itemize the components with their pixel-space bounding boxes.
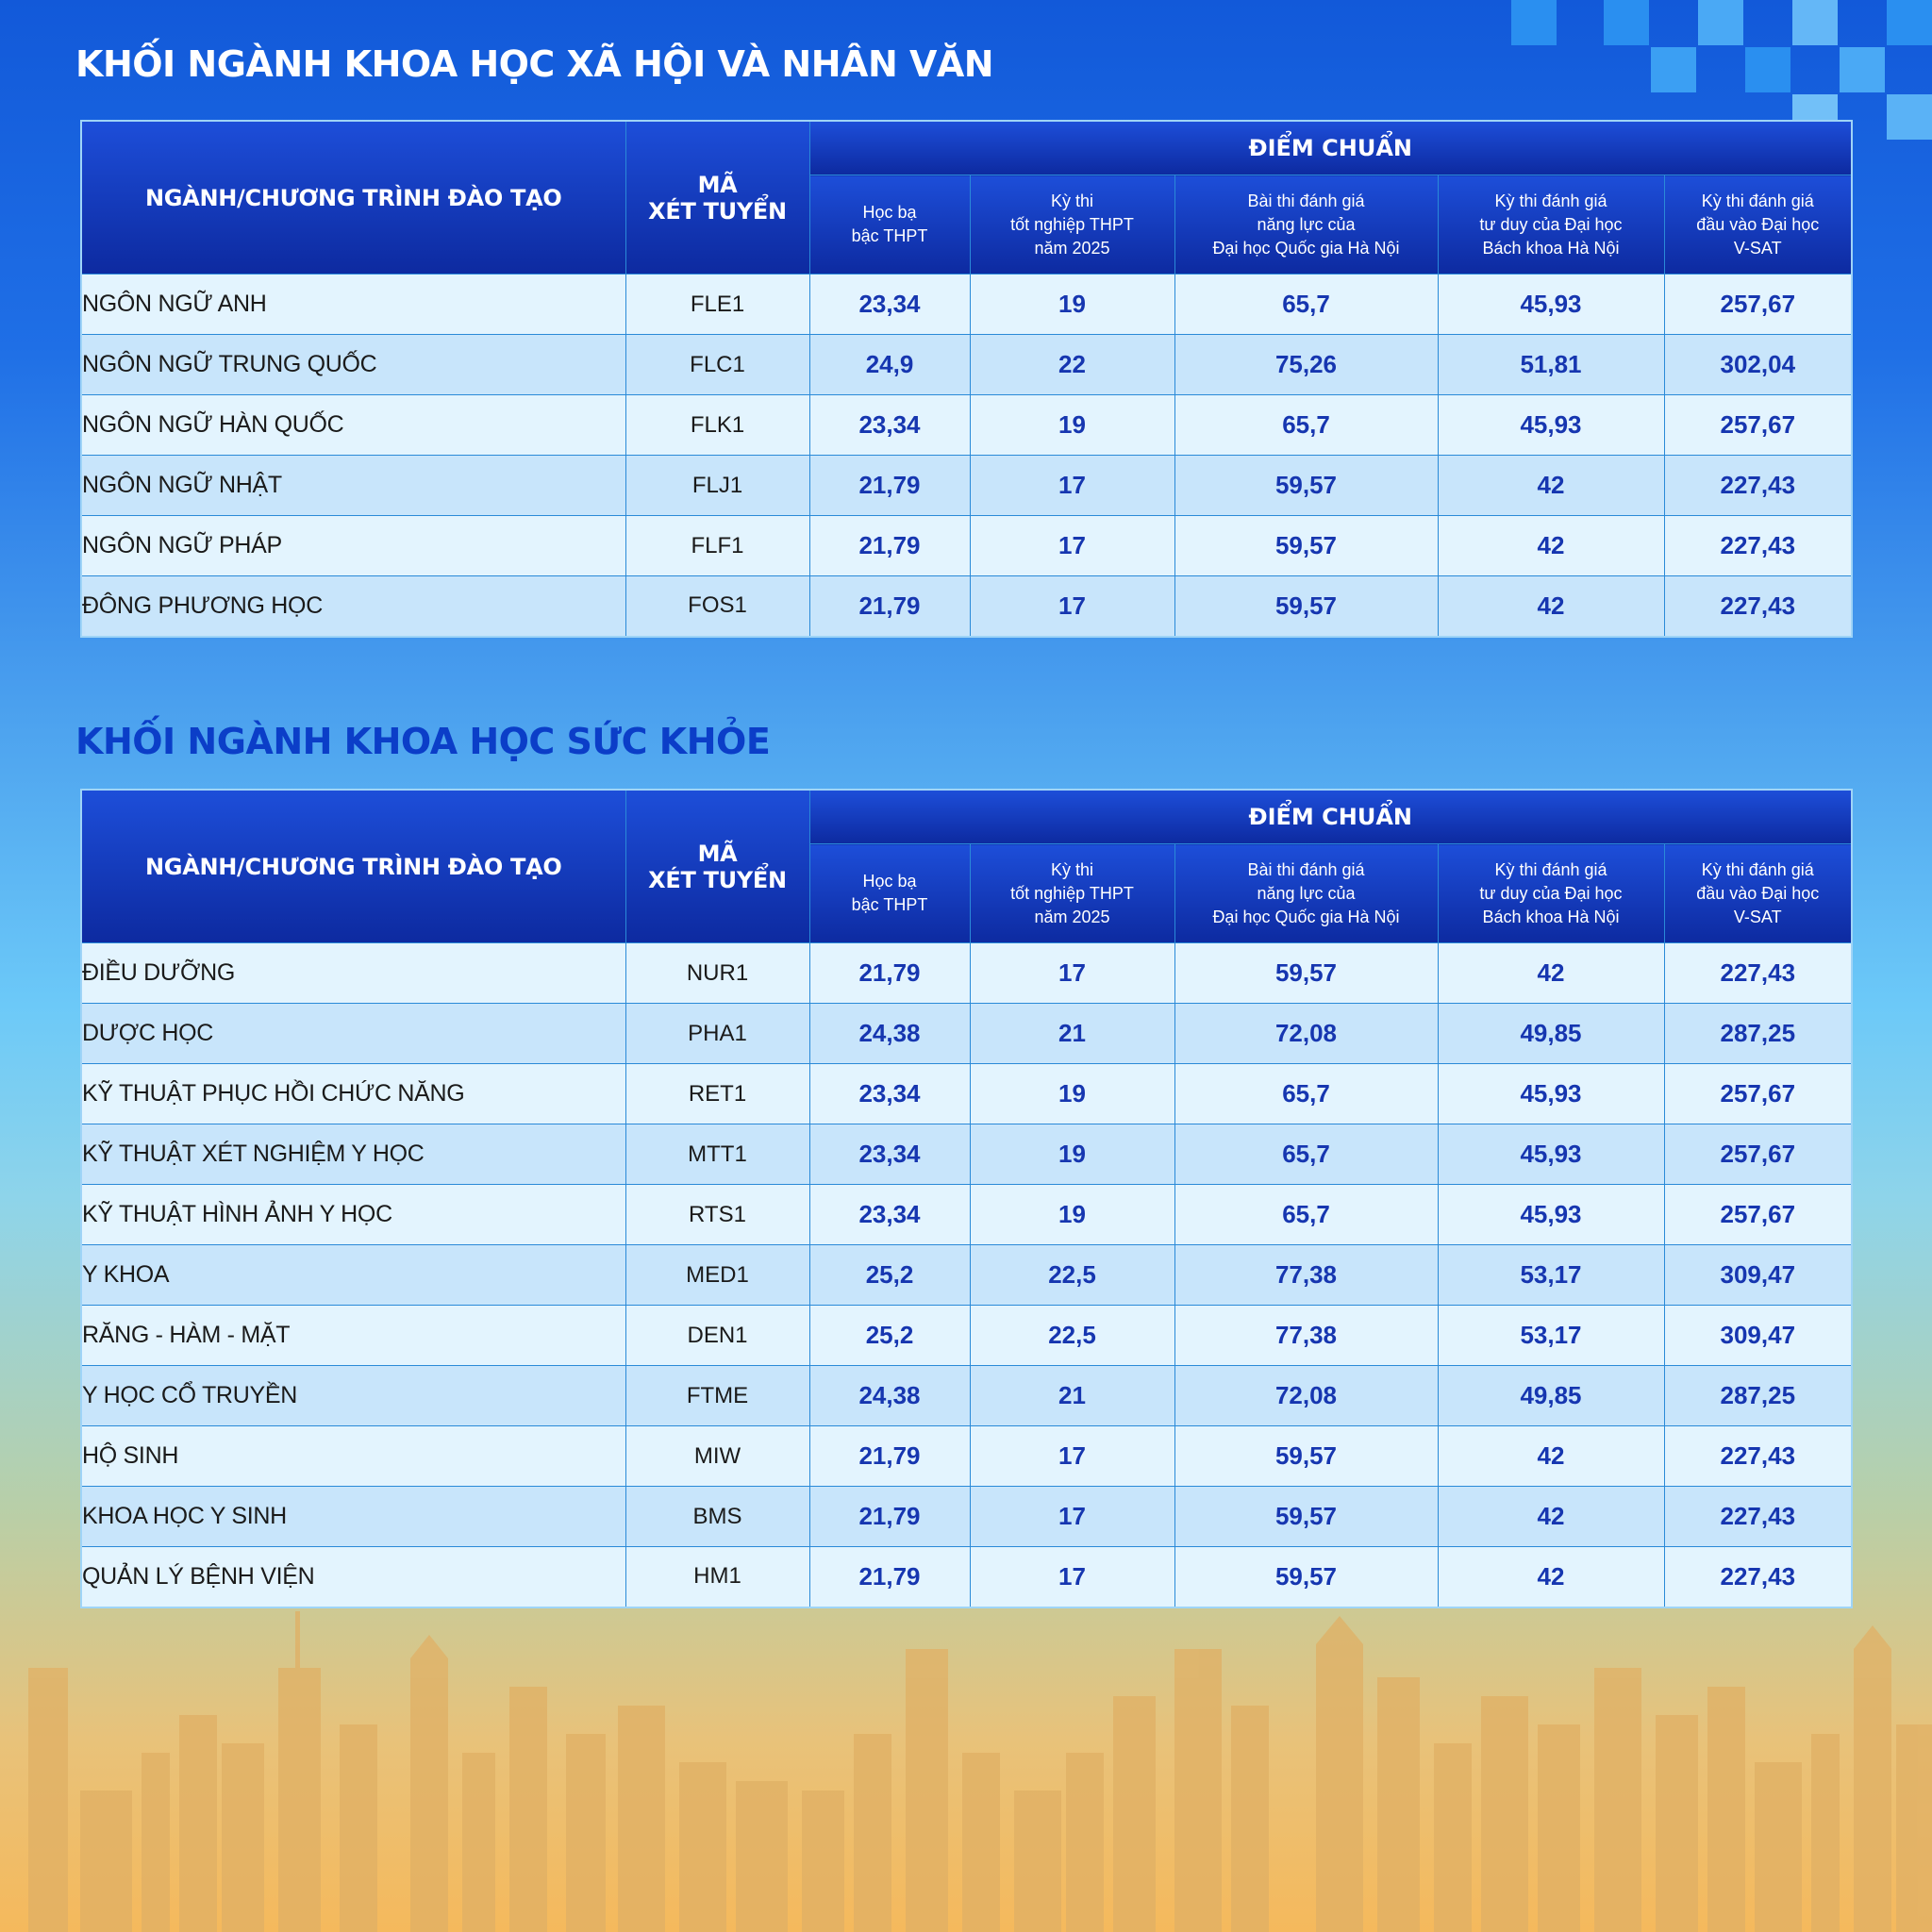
score-graduation-exam-cell: 22,5	[970, 1306, 1174, 1366]
column-header-vnu-competency: Bài thi đánh giá năng lực của Đại học Quốc gia Hà Nội	[1174, 844, 1438, 943]
score-hust-thinking-cell: 49,85	[1438, 1004, 1664, 1064]
score-vsat-cell: 257,67	[1664, 1064, 1852, 1124]
program-name-cell: KỸ THUẬT XÉT NGHIỆM Y HỌC	[81, 1124, 625, 1185]
admission-code-cell: PHA1	[625, 1004, 809, 1064]
admission-code-cell: FLJ1	[625, 456, 809, 516]
city-skyline-illustration	[0, 1611, 1932, 1932]
column-header-code: MÃ XÉT TUYỂN	[625, 790, 809, 943]
program-name-cell: ĐIỀU DƯỠNG	[81, 943, 625, 1004]
table-row	[81, 1004, 1852, 1064]
table-row	[81, 1487, 1852, 1547]
program-name-cell: ĐÔNG PHƯƠNG HỌC	[81, 576, 625, 637]
score-hust-thinking-cell: 45,93	[1438, 1124, 1664, 1185]
table-row	[81, 1185, 1852, 1245]
score-graduation-exam-cell: 19	[970, 395, 1174, 456]
score-graduation-exam-cell: 17	[970, 1426, 1174, 1487]
score-vnu-competency-cell: 77,38	[1174, 1306, 1438, 1366]
score-transcript-cell: 24,38	[809, 1366, 970, 1426]
score-vnu-competency-cell: 59,57	[1174, 1547, 1438, 1607]
admission-code-cell: FOS1	[625, 576, 809, 637]
score-vsat-cell: 257,67	[1664, 1185, 1852, 1245]
program-name-cell: Y HỌC CỔ TRUYỀN	[81, 1366, 625, 1426]
column-header-hust-thinking: Kỳ thi đánh giá tư duy của Đại học Bách khoa Hà Nội	[1438, 844, 1664, 943]
score-transcript-cell: 23,34	[809, 395, 970, 456]
score-vnu-competency-cell: 65,7	[1174, 275, 1438, 335]
admission-code-cell: FLC1	[625, 335, 809, 395]
table-row	[81, 1124, 1852, 1185]
score-hust-thinking-cell: 45,93	[1438, 395, 1664, 456]
column-group-benchmark: ĐIỂM CHUẨN	[809, 790, 1852, 844]
table-row	[81, 275, 1852, 335]
admission-code-cell: MTT1	[625, 1124, 809, 1185]
score-transcript-cell: 23,34	[809, 1064, 970, 1124]
program-name-cell: NGÔN NGỮ NHẬT	[81, 456, 625, 516]
score-graduation-exam-cell: 19	[970, 275, 1174, 335]
score-graduation-exam-cell: 21	[970, 1004, 1174, 1064]
score-transcript-cell: 21,79	[809, 516, 970, 576]
score-vsat-cell: 257,67	[1664, 275, 1852, 335]
admission-code-cell: FLE1	[625, 275, 809, 335]
table-row	[81, 1306, 1852, 1366]
table-row	[81, 395, 1852, 456]
score-vsat-cell: 309,47	[1664, 1306, 1852, 1366]
table-row	[81, 1366, 1852, 1426]
score-transcript-cell: 21,79	[809, 1487, 970, 1547]
admission-code-cell: NUR1	[625, 943, 809, 1004]
score-graduation-exam-cell: 19	[970, 1185, 1174, 1245]
table-row	[81, 576, 1852, 637]
score-vnu-competency-cell: 75,26	[1174, 335, 1438, 395]
score-hust-thinking-cell: 45,93	[1438, 275, 1664, 335]
score-transcript-cell: 23,34	[809, 1185, 970, 1245]
table-row	[81, 943, 1852, 1004]
score-hust-thinking-cell: 42	[1438, 1547, 1664, 1607]
table-row	[81, 1245, 1852, 1306]
score-graduation-exam-cell: 17	[970, 576, 1174, 637]
benchmark-table-health-sciences	[80, 789, 1853, 1608]
score-vsat-cell: 227,43	[1664, 456, 1852, 516]
score-vsat-cell: 227,43	[1664, 943, 1852, 1004]
column-header-vsat: Kỳ thi đánh giá đầu vào Đại học V-SAT	[1664, 844, 1852, 943]
score-vnu-competency-cell: 72,08	[1174, 1366, 1438, 1426]
score-graduation-exam-cell: 22	[970, 335, 1174, 395]
score-hust-thinking-cell: 42	[1438, 576, 1664, 637]
score-vsat-cell: 257,67	[1664, 1124, 1852, 1185]
column-header-code: MÃ XÉT TUYỂN	[625, 121, 809, 275]
admission-code-cell: DEN1	[625, 1306, 809, 1366]
column-header-program: NGÀNH/CHƯƠNG TRÌNH ĐÀO TẠO	[81, 790, 625, 943]
program-name-cell: DƯỢC HỌC	[81, 1004, 625, 1064]
admission-code-cell: HM1	[625, 1547, 809, 1607]
program-name-cell: RĂNG - HÀM - MẶT	[81, 1306, 625, 1366]
score-transcript-cell: 23,34	[809, 1124, 970, 1185]
table-row	[81, 335, 1852, 395]
table-row	[81, 456, 1852, 516]
score-vnu-competency-cell: 59,57	[1174, 576, 1438, 637]
column-header-transcript: Học bạ bậc THPT	[809, 175, 970, 275]
table-body	[81, 943, 1852, 1607]
score-graduation-exam-cell: 19	[970, 1064, 1174, 1124]
score-vnu-competency-cell: 59,57	[1174, 943, 1438, 1004]
score-transcript-cell: 25,2	[809, 1245, 970, 1306]
score-graduation-exam-cell: 17	[970, 943, 1174, 1004]
admission-code-cell: MIW	[625, 1426, 809, 1487]
score-vnu-competency-cell: 59,57	[1174, 1487, 1438, 1547]
score-hust-thinking-cell: 53,17	[1438, 1306, 1664, 1366]
score-vsat-cell: 227,43	[1664, 1426, 1852, 1487]
score-vnu-competency-cell: 77,38	[1174, 1245, 1438, 1306]
score-vsat-cell: 257,67	[1664, 395, 1852, 456]
score-hust-thinking-cell: 42	[1438, 1426, 1664, 1487]
score-graduation-exam-cell: 21	[970, 1366, 1174, 1426]
program-name-cell: KỸ THUẬT HÌNH ẢNH Y HỌC	[81, 1185, 625, 1245]
score-graduation-exam-cell: 17	[970, 456, 1174, 516]
score-vsat-cell: 227,43	[1664, 1487, 1852, 1547]
admission-code-cell: MED1	[625, 1245, 809, 1306]
score-transcript-cell: 21,79	[809, 576, 970, 637]
score-transcript-cell: 21,79	[809, 456, 970, 516]
score-hust-thinking-cell: 45,93	[1438, 1064, 1664, 1124]
table-row	[81, 1547, 1852, 1607]
column-header-hust-thinking: Kỳ thi đánh giá tư duy của Đại học Bách khoa Hà Nội	[1438, 175, 1664, 275]
admission-code-cell: RTS1	[625, 1185, 809, 1245]
score-graduation-exam-cell: 22,5	[970, 1245, 1174, 1306]
score-hust-thinking-cell: 42	[1438, 456, 1664, 516]
score-transcript-cell: 24,38	[809, 1004, 970, 1064]
program-name-cell: KỸ THUẬT PHỤC HỒI CHỨC NĂNG	[81, 1064, 625, 1124]
score-vnu-competency-cell: 59,57	[1174, 516, 1438, 576]
column-header-transcript: Học bạ bậc THPT	[809, 844, 970, 943]
score-hust-thinking-cell: 42	[1438, 1487, 1664, 1547]
score-vsat-cell: 302,04	[1664, 335, 1852, 395]
admission-code-cell: FTME	[625, 1366, 809, 1426]
score-graduation-exam-cell: 17	[970, 1487, 1174, 1547]
column-header-vsat: Kỳ thi đánh giá đầu vào Đại học V-SAT	[1664, 175, 1852, 275]
score-vnu-competency-cell: 59,57	[1174, 1426, 1438, 1487]
column-header-program: NGÀNH/CHƯƠNG TRÌNH ĐÀO TẠO	[81, 121, 625, 275]
score-hust-thinking-cell: 42	[1438, 943, 1664, 1004]
score-hust-thinking-cell: 53,17	[1438, 1245, 1664, 1306]
column-header-graduation-exam: Kỳ thi tốt nghiệp THPT năm 2025	[970, 844, 1174, 943]
table-row	[81, 1064, 1852, 1124]
admission-code-cell: BMS	[625, 1487, 809, 1547]
score-vsat-cell: 287,25	[1664, 1004, 1852, 1064]
program-name-cell: Y KHOA	[81, 1245, 625, 1306]
table-row	[81, 1426, 1852, 1487]
score-hust-thinking-cell: 49,85	[1438, 1366, 1664, 1426]
benchmark-table-social-sciences	[80, 120, 1853, 638]
score-vnu-competency-cell: 65,7	[1174, 1124, 1438, 1185]
score-vsat-cell: 227,43	[1664, 516, 1852, 576]
score-vnu-competency-cell: 72,08	[1174, 1004, 1438, 1064]
program-name-cell: NGÔN NGỮ HÀN QUỐC	[81, 395, 625, 456]
score-vsat-cell: 309,47	[1664, 1245, 1852, 1306]
column-header-graduation-exam: Kỳ thi tốt nghiệp THPT năm 2025	[970, 175, 1174, 275]
score-graduation-exam-cell: 17	[970, 516, 1174, 576]
column-group-benchmark: ĐIỂM CHUẨN	[809, 121, 1852, 175]
table-row	[81, 516, 1852, 576]
admission-code-cell: RET1	[625, 1064, 809, 1124]
score-vnu-competency-cell: 65,7	[1174, 1185, 1438, 1245]
table-body	[81, 275, 1852, 637]
score-transcript-cell: 24,9	[809, 335, 970, 395]
section-title-health-sciences: KHỐI NGÀNH KHOA HỌC SỨC KHỎE	[75, 721, 771, 762]
score-hust-thinking-cell: 42	[1438, 516, 1664, 576]
score-graduation-exam-cell: 17	[970, 1547, 1174, 1607]
score-vnu-competency-cell: 65,7	[1174, 1064, 1438, 1124]
program-name-cell: HỘ SINH	[81, 1426, 625, 1487]
score-transcript-cell: 23,34	[809, 275, 970, 335]
score-vnu-competency-cell: 59,57	[1174, 456, 1438, 516]
score-transcript-cell: 21,79	[809, 1547, 970, 1607]
column-header-vnu-competency: Bài thi đánh giá năng lực của Đại học Quốc gia Hà Nội	[1174, 175, 1438, 275]
score-transcript-cell: 25,2	[809, 1306, 970, 1366]
program-name-cell: NGÔN NGỮ ANH	[81, 275, 625, 335]
score-graduation-exam-cell: 19	[970, 1124, 1174, 1185]
section-title-social-sciences: KHỐI NGÀNH KHOA HỌC XÃ HỘI VÀ NHÂN VĂN	[75, 43, 994, 85]
program-name-cell: NGÔN NGỮ TRUNG QUỐC	[81, 335, 625, 395]
score-vsat-cell: 287,25	[1664, 1366, 1852, 1426]
score-hust-thinking-cell: 51,81	[1438, 335, 1664, 395]
program-name-cell: KHOA HỌC Y SINH	[81, 1487, 625, 1547]
program-name-cell: QUẢN LÝ BỆNH VIỆN	[81, 1547, 625, 1607]
score-vsat-cell: 227,43	[1664, 1547, 1852, 1607]
score-transcript-cell: 21,79	[809, 1426, 970, 1487]
score-transcript-cell: 21,79	[809, 943, 970, 1004]
admission-code-cell: FLK1	[625, 395, 809, 456]
score-vnu-competency-cell: 65,7	[1174, 395, 1438, 456]
admission-code-cell: FLF1	[625, 516, 809, 576]
program-name-cell: NGÔN NGỮ PHÁP	[81, 516, 625, 576]
score-hust-thinking-cell: 45,93	[1438, 1185, 1664, 1245]
score-vsat-cell: 227,43	[1664, 576, 1852, 637]
